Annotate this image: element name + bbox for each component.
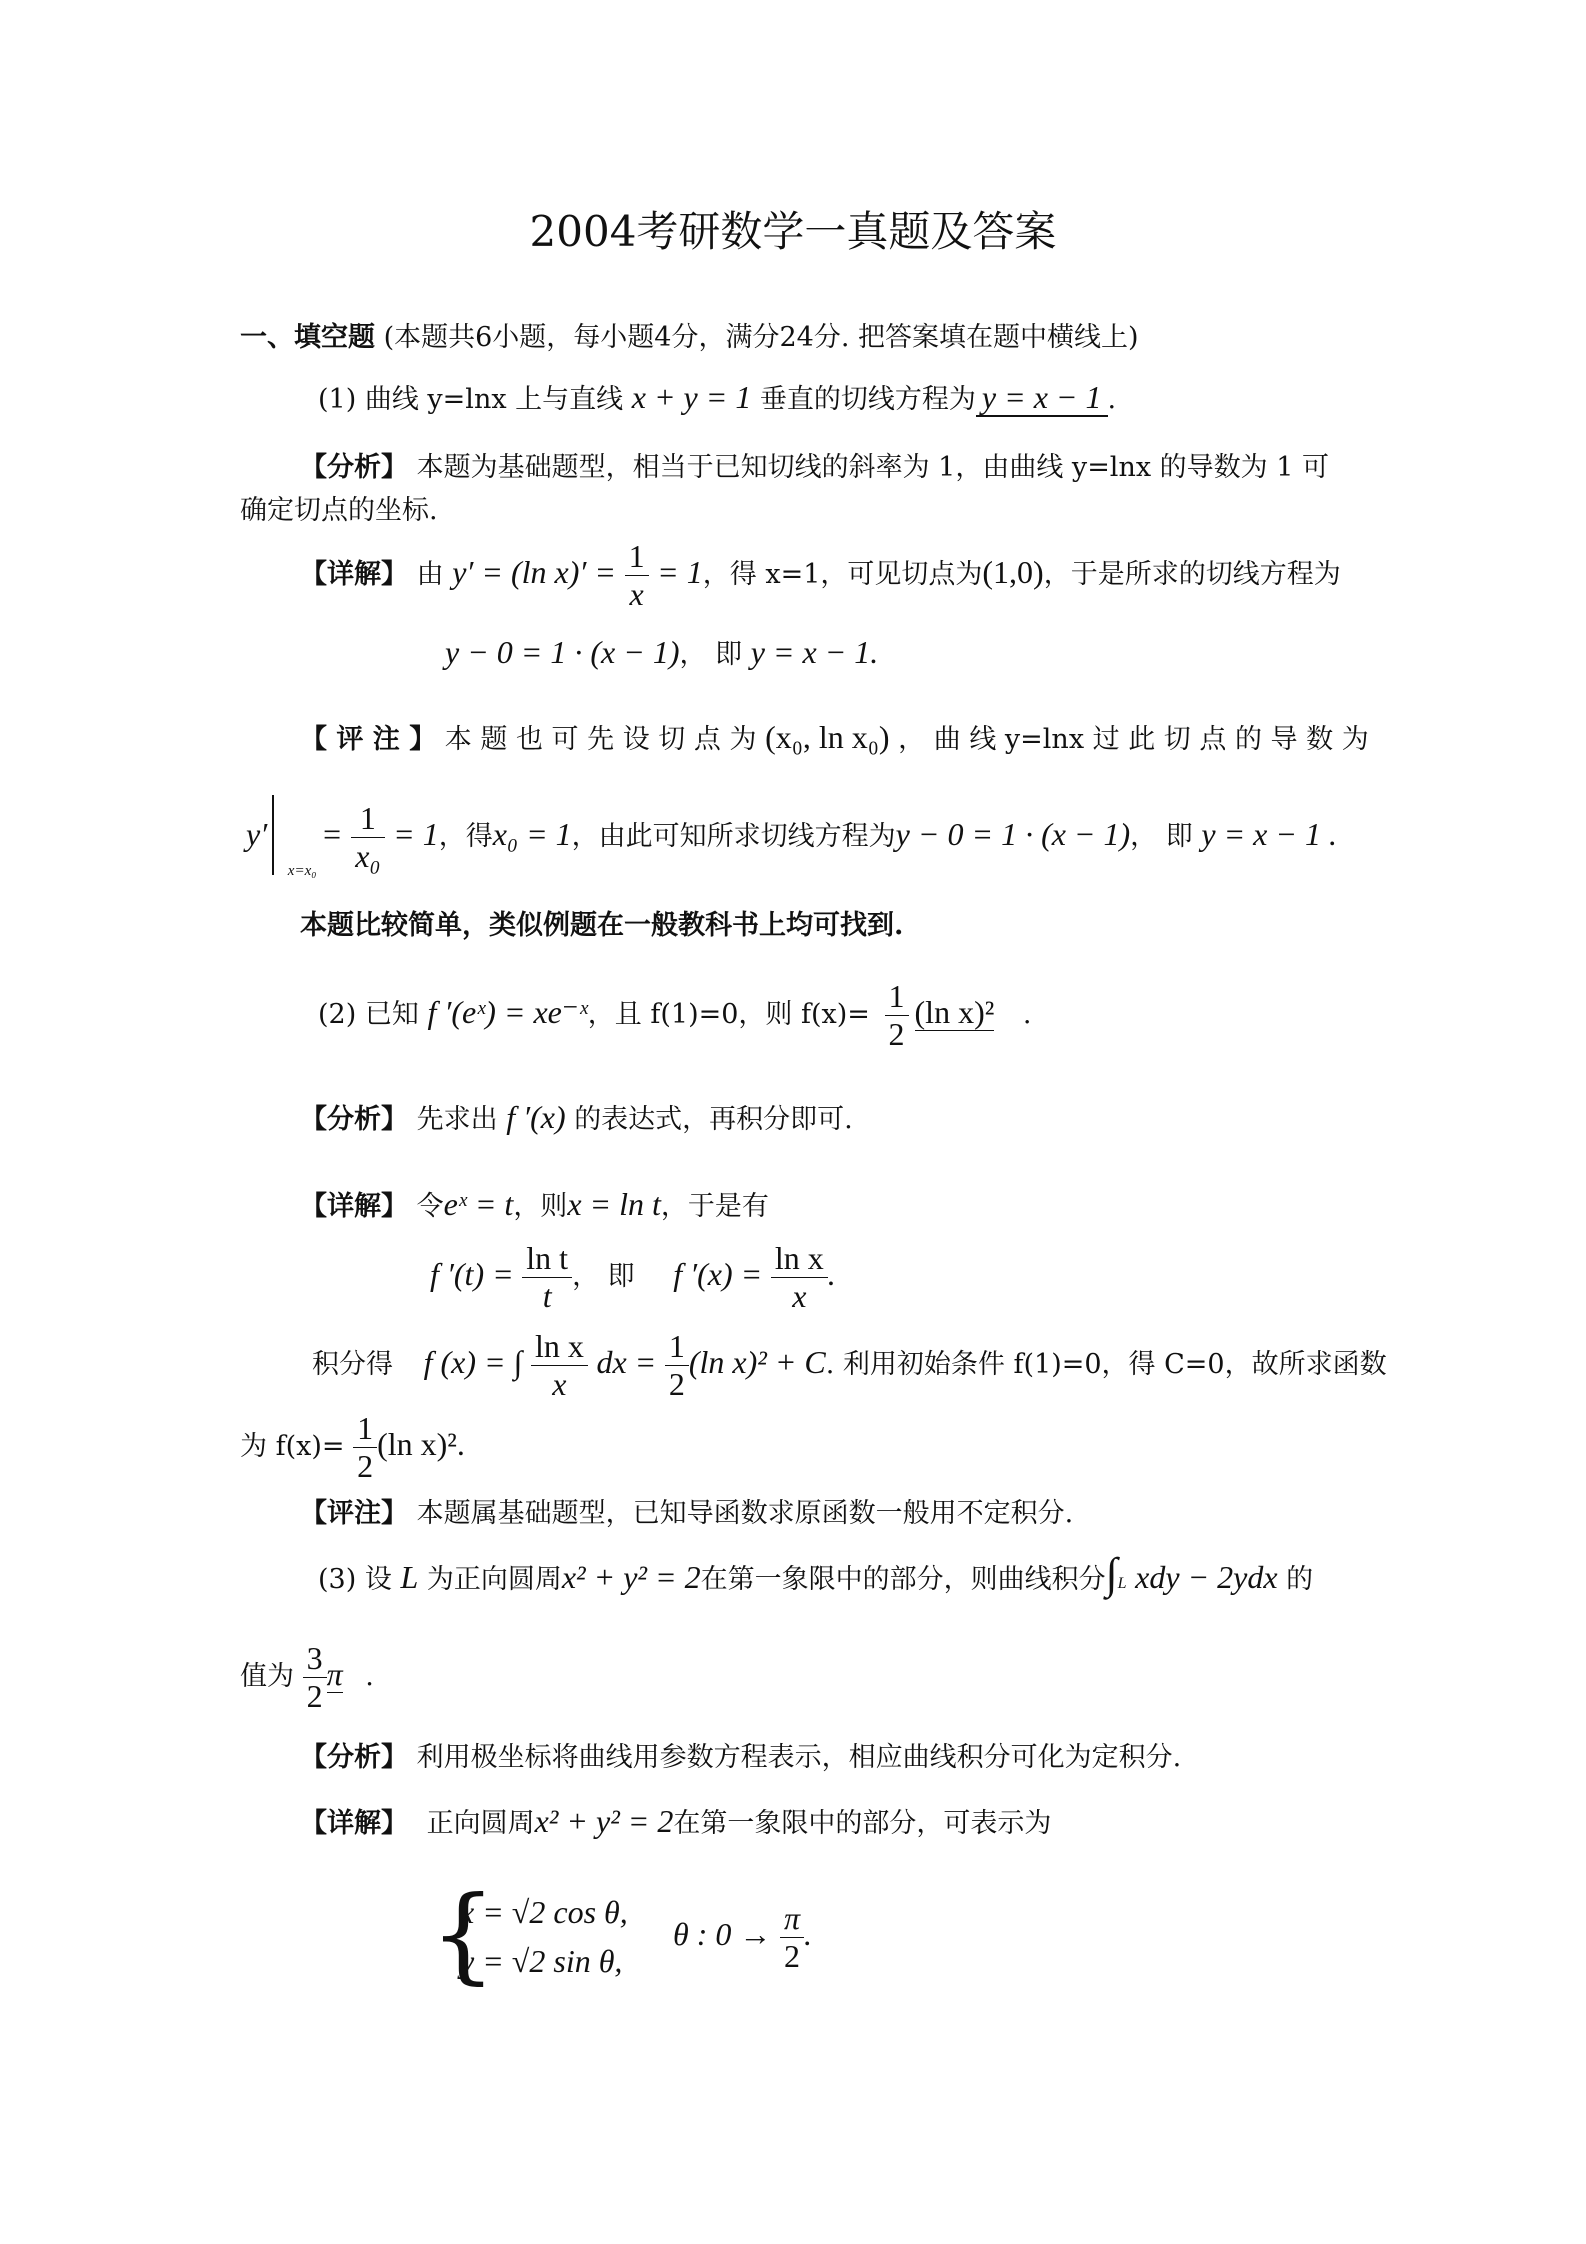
q2-ft-left: f ′(t) =	[430, 1255, 514, 1292]
q3-theta-range	[673, 1900, 812, 1975]
q2-res-a: 为 f(x)=	[240, 1430, 345, 1462]
q2-tail: .	[1022, 998, 1032, 1030]
q1-tangent-line	[445, 633, 878, 671]
q1-comment	[300, 718, 1369, 756]
q1-tangent-mid: ， 即	[679, 639, 743, 670]
q3-analysis	[300, 1742, 1181, 1774]
q3-param-x: x = √2 cos θ,	[460, 1894, 628, 1930]
q1-analysis-cont: 确定切点的坐标.	[240, 495, 438, 526]
q2-analysis-a: 先求出	[416, 1104, 498, 1135]
q2-text-b: ，且 f(1)=0，则 f(x)=	[587, 998, 870, 1030]
q2-answer-pow: (ln x)²	[914, 993, 995, 1030]
page-title: 2004考研数学一真题及答案	[529, 207, 1057, 256]
q1-comment-c2b: ，由此可知所求切线方程为	[571, 820, 896, 852]
q2-fx-dot: .	[827, 1255, 836, 1292]
q2-number: (2)	[318, 998, 357, 1030]
q3-integral-sign: ∫	[1105, 1549, 1118, 1598]
q1-line-equation: x + y = 1	[631, 379, 752, 415]
q2-integral	[312, 1328, 1387, 1403]
q2-res-frac: $\frac{1}{2}$	[353, 1410, 377, 1485]
q2-text-a: 已知	[364, 998, 419, 1030]
q2-ft-mid: ， 即	[572, 1260, 635, 1292]
q1-number: (1)	[318, 384, 357, 415]
q2-equation: f ′(eˣ) = xe⁻ˣ	[427, 993, 588, 1030]
q2-fx-frac: $\frac{\text{ln x}}{x}$	[771, 1240, 828, 1315]
q3-theta-dot: .	[804, 1915, 812, 1952]
q3-integrand: xdy − 2ydx	[1135, 1559, 1278, 1595]
q2-detail-c: ，于是有	[660, 1191, 769, 1222]
q2-sub: eˣ = t	[443, 1186, 514, 1222]
q2-x-eq: x = ln t	[567, 1186, 661, 1222]
q2-detail-a: 令	[416, 1191, 444, 1222]
q3-L: L	[400, 1559, 419, 1595]
analysis-label: 【分析】	[300, 1104, 408, 1135]
detail-label: 【详解】	[300, 1191, 408, 1222]
question-1: (1) 曲线 y=lnx 上与直线 x + y = 1 垂直的切线方程为 y = x − 1 .	[318, 379, 1117, 415]
q2-result	[240, 1410, 465, 1485]
q1-comment-c2c: ， 即	[1130, 820, 1193, 852]
q1-comment-point: (x₀, ln x₀)	[765, 719, 890, 755]
q3-answer-pi: π	[326, 1655, 343, 1692]
detail-label: 【详解】	[300, 1808, 408, 1839]
q3-theta: θ : 0 →	[673, 1915, 772, 1952]
q1-eq-one: = 1	[657, 553, 703, 590]
q2-analysis-b: 的表达式，再积分即可.	[574, 1104, 853, 1135]
q3-detail-b: 在第一象限中的部分，可表示为	[673, 1808, 1052, 1839]
q2-detail	[300, 1185, 769, 1223]
q1-answer: y = x − 1	[976, 379, 1108, 417]
q1-comment-eq1: = 1	[393, 815, 439, 852]
q3-answer-tail: .	[365, 1660, 374, 1692]
q1-remark: 本题比较简单，类似例题在一般教科书上均可找到.	[300, 910, 904, 941]
q2-int-half: $\frac{1}{2}$	[665, 1328, 689, 1403]
analysis-label: 【分析】	[300, 452, 408, 483]
q2-comment	[300, 1498, 1073, 1530]
section-title: 一、填空题	[240, 322, 375, 353]
q1-eval-sub: x=x₀	[287, 862, 317, 879]
q2-detail-b: ，则	[513, 1191, 568, 1222]
q1-comment-fraction: $\frac{1}{\text{x₀}}$	[351, 800, 384, 875]
q3-circle: x² + y² = 2	[561, 1559, 701, 1595]
q2-int-frac: $\frac{\text{ln x}}{x}$	[531, 1328, 588, 1403]
q1-tangent-eq: y − 0 = 1 · (x − 1)	[445, 634, 680, 670]
q2-int-left: f (x) = ∫	[423, 1343, 523, 1380]
q3-theta-frac: $\frac{\pi}{2}$	[780, 1900, 804, 1975]
q1-detail	[300, 538, 1341, 613]
system-brace: {	[430, 1873, 497, 1995]
q2-comment-text: 本题属基础题型，已知导函数求原函数一般用不定积分.	[416, 1498, 1074, 1529]
q2-fx-left: f ′(x) =	[673, 1255, 763, 1292]
q2-ft-frac: $\frac{\text{ln t}}{t}$	[522, 1240, 572, 1315]
q3-val-a: 值为	[240, 1660, 294, 1692]
q1-detail-c: ，于是所求的切线方程为	[1043, 558, 1341, 590]
q2-derivatives	[430, 1240, 836, 1315]
q3-number: (3)	[318, 1564, 357, 1595]
q3-text-a: 设	[364, 1564, 392, 1595]
q1-detail-a: 由	[416, 558, 444, 590]
q2-int-right: (ln x)² + C	[688, 1343, 826, 1380]
q3-detail	[300, 1802, 1051, 1840]
q3-detail-a: 正向圆周	[426, 1808, 535, 1839]
q2-answer: $\frac{1}{2}$	[879, 978, 915, 1053]
q1-detail-b: ，得 x=1，可见切点为	[702, 558, 983, 590]
q2-analysis	[300, 1098, 853, 1136]
q1-fraction: $\frac{1}{x}$	[625, 538, 649, 613]
section-heading	[240, 322, 1139, 354]
q1-comment-b: ， 曲 线 y=lnx 过 此 切 点 的 导 数 为	[898, 724, 1369, 755]
q2-int-dx: dx =	[596, 1343, 657, 1380]
q3-integral-sub: L	[1117, 1575, 1127, 1592]
q1-eq-sign: =	[321, 815, 343, 852]
q1-text-b: 垂直的切线方程为	[759, 384, 976, 415]
q1-tangent-ans: y = x − 1.	[750, 634, 879, 670]
question-3	[318, 1548, 1313, 1601]
q1-analysis	[300, 452, 1329, 484]
q3-detail-circle: x² + y² = 2	[534, 1803, 674, 1839]
q2-analysis-f: f ′(x)	[506, 1099, 566, 1135]
q1-point: (1,0)	[982, 553, 1044, 590]
q1-comment-c2a: ，得	[438, 820, 493, 852]
analysis-label: 【分析】	[300, 1742, 408, 1773]
comment-label: 【 评 注 】	[300, 724, 437, 755]
q3-param-y: y = √2 sin θ,	[460, 1943, 623, 1979]
q1-comment-line2	[246, 800, 1337, 879]
question-2	[318, 978, 1032, 1053]
q1-y-prime: y′	[246, 815, 268, 852]
q3-answer: $\frac{3}{2}$	[303, 1640, 327, 1715]
q1-comment-eq2: y − 0 = 1 · (x − 1)	[895, 815, 1131, 852]
q3-value	[240, 1640, 374, 1715]
q1-comment-ans: y = x − 1 .	[1201, 815, 1337, 852]
section-note: (本题共6小题，每小题4分，满分24分. 把答案填在题中横线上)	[383, 322, 1139, 353]
q3-text-b: 为正向圆周	[426, 1564, 562, 1595]
q2-int-label: 积分得	[312, 1348, 393, 1380]
detail-label: 【详解】	[300, 558, 408, 590]
q2-int-text: . 利用初始条件 f(1)=0，得 C=0，故所求函数	[825, 1348, 1387, 1380]
q2-res-pow: (ln x)².	[377, 1425, 465, 1462]
q1-text-a: 曲线 y=lnx 上与直线	[364, 384, 624, 415]
comment-label: 【评注】	[300, 1498, 408, 1529]
q1-comment-a: 本 题 也 可 先 设 切 点 为	[444, 724, 757, 755]
q3-text-d: 的	[1286, 1564, 1314, 1595]
q3-analysis-text: 利用极坐标将曲线用参数方程表示，相应曲线积分可化为定积分.	[416, 1742, 1182, 1773]
q1-analysis-text: 本题为基础题型，相当于已知切线的斜率为 1，由曲线 y=lnx 的导数为 1 可	[416, 452, 1329, 483]
q1-x0: x₀ = 1	[492, 815, 572, 852]
q3-text-c: 在第一象限中的部分，则曲线积分	[700, 1564, 1106, 1595]
q1-derivative: y′ = (ln x)′ =	[452, 553, 616, 590]
